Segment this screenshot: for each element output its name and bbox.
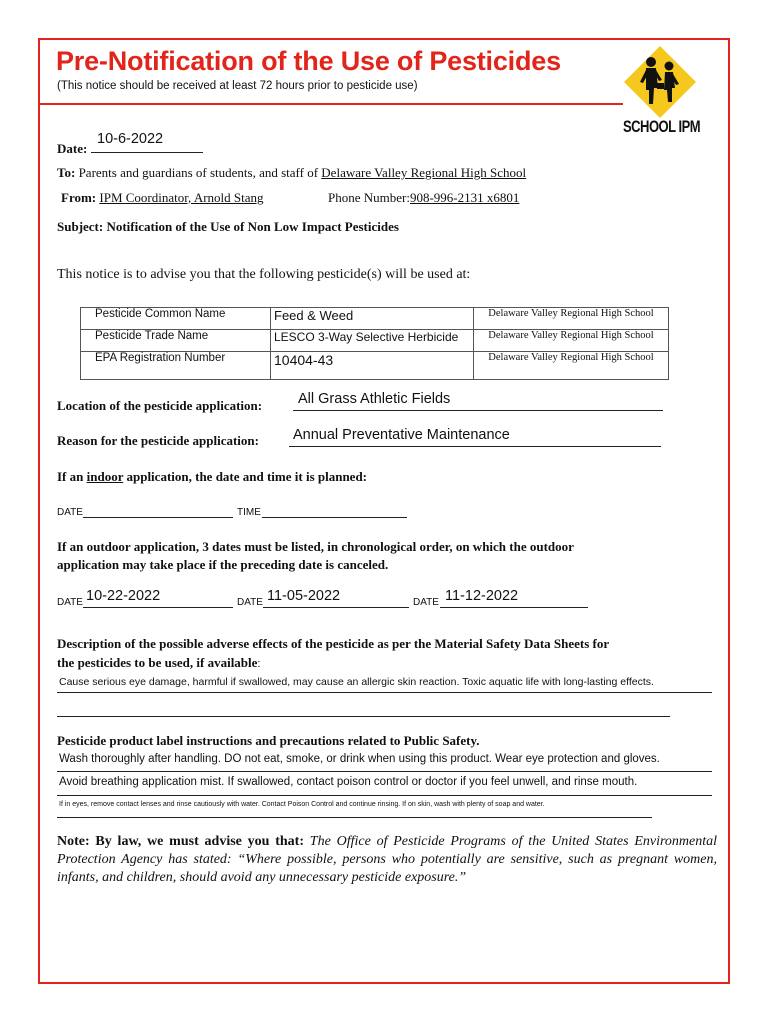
subject-line: Subject: Notification of the Use of Non Low Impact Pesticides: [57, 219, 399, 234]
phone-value[interactable]: 908-996-2131 x6801: [409, 190, 520, 205]
pesticide-table: [80, 307, 669, 380]
row-school[interactable]: Delaware Valley Regional High School: [474, 308, 669, 330]
outdoor-date-label: DATE: [57, 597, 83, 608]
from-label: From:: [61, 190, 97, 205]
location-label: Location of the pesticide application:: [57, 398, 263, 413]
row-label: Pesticide Common Name: [81, 308, 271, 330]
outdoor-date-2-underline: [263, 607, 409, 608]
outdoor-heading-line1: If an outdoor application, 3 dates must be listed, in chronological order, on which the outdoor: [57, 539, 574, 554]
row-label: EPA Registration Number: [81, 352, 271, 380]
to-line: [57, 165, 526, 181]
indoor-post: application, the date and time it is planned:: [123, 469, 368, 484]
row-value[interactable]: Feed & Weed: [271, 308, 474, 330]
outdoor-date-3[interactable]: 11-12-2022: [445, 588, 519, 604]
table-row: [81, 308, 669, 330]
note-italic: The Office of Pesticide Programs of the United States Environmental Protection Agency has stated: “Where possible, persons who potentially are sensitive, such as pregnant women, infants, and children, should avoid any unnecessary pesticide exposure.”: [57, 834, 718, 885]
outdoor-date-1-underline: [83, 607, 233, 608]
label-instructions-heading: Pesticide product label instructions and precautions related to Public Safety.: [57, 733, 480, 748]
reason-label: Reason for the pesticide application:: [57, 433, 259, 448]
indoor-date-label: DATE: [57, 507, 83, 518]
indoor-time-label: TIME: [237, 507, 261, 518]
indoor-word: indoor: [86, 469, 124, 484]
row-label: Pesticide Trade Name: [81, 330, 271, 352]
effects-text[interactable]: Cause serious eye damage, harmful if swallowed, may cause an allergic skin reaction. Toxic aquatic life with long-lasting effects.: [59, 676, 654, 688]
date-value[interactable]: 10-6-2022: [97, 131, 164, 147]
effects-heading-colon: :: [257, 658, 261, 670]
outdoor-date-3-underline: [440, 607, 588, 608]
table-row: [81, 352, 669, 380]
date-underline: [91, 152, 203, 153]
note-bold: Note: By law, we must advise you that:: [57, 834, 305, 849]
indoor-pre: If an: [57, 469, 87, 484]
row-school[interactable]: Delaware Valley Regional High School: [474, 352, 669, 380]
date-label: Date:: [57, 141, 88, 156]
instructions-line-2[interactable]: Avoid breathing application mist. If swallowed, contact poison control or doctor if you feel unwell, and rinse mouth.: [59, 776, 638, 788]
to-school[interactable]: Delaware Valley Regional High School: [321, 165, 527, 180]
row-value[interactable]: 10404-43: [271, 352, 474, 380]
outdoor-date-label: DATE: [237, 597, 263, 608]
from-value[interactable]: IPM Coordinator, Arnold Stang: [99, 190, 264, 205]
effects-underline-1: [57, 692, 712, 693]
outdoor-heading-line2: application may take place if the preceding date is canceled.: [57, 557, 389, 572]
row-school[interactable]: Delaware Valley Regional High School: [474, 330, 669, 352]
reason-value[interactable]: Annual Preventative Maintenance: [293, 427, 510, 443]
indoor-time-field[interactable]: [262, 517, 407, 518]
phone-line: [328, 190, 519, 206]
table-row: [81, 330, 669, 352]
row-value[interactable]: LESCO 3-Way Selective Herbicide: [271, 330, 474, 352]
indoor-heading: [57, 469, 367, 485]
intro-text: This notice is to advise you that the following pesticide(s) will be used at:: [57, 267, 471, 282]
indoor-date-field[interactable]: [83, 517, 233, 518]
instructions-underline-3: [57, 817, 652, 818]
instructions-underline-1: [57, 771, 712, 772]
outdoor-date-1[interactable]: 10-22-2022: [86, 588, 161, 604]
to-text: Parents and guardians of students, and staff of: [75, 165, 322, 180]
effects-heading-line1: Description of the possible adverse effects of the pesticide as per the Material Safety Data Sheets for: [57, 636, 610, 651]
effects-underline-2: [57, 716, 670, 717]
instructions-underline-2: [57, 795, 712, 796]
instructions-line-1[interactable]: Wash thoroughly after handling. DO not eat, smoke, or drink when using this product. Wear eye protection and gloves.: [59, 753, 660, 765]
instructions-line-3[interactable]: If in eyes, remove contact lenses and rinse cautiously with water. Contact Poison Control and continue rinsing. If on skin, wash with plenty of soap and water.: [59, 801, 545, 808]
outdoor-date-2[interactable]: 11-05-2022: [267, 588, 341, 604]
to-label: To:: [57, 165, 76, 180]
page-subtitle: (This notice should be received at least 72 hours prior to pesticide use): [57, 80, 418, 92]
reason-underline: [289, 446, 661, 447]
effects-heading-text: the pesticides to be used, if available: [57, 655, 258, 670]
effects-heading-line2: [57, 655, 260, 671]
outdoor-date-label: DATE: [413, 597, 439, 608]
page-title: Pre-Notification of the Use of Pesticides: [56, 46, 561, 76]
phone-label: Phone Number:: [328, 190, 410, 205]
header-divider: [40, 103, 623, 105]
legal-note: [57, 833, 717, 887]
location-value[interactable]: All Grass Athletic Fields: [298, 391, 451, 407]
location-underline: [293, 410, 663, 411]
from-line: [61, 190, 264, 206]
logo-text: SCHOOL IPM: [623, 117, 701, 136]
